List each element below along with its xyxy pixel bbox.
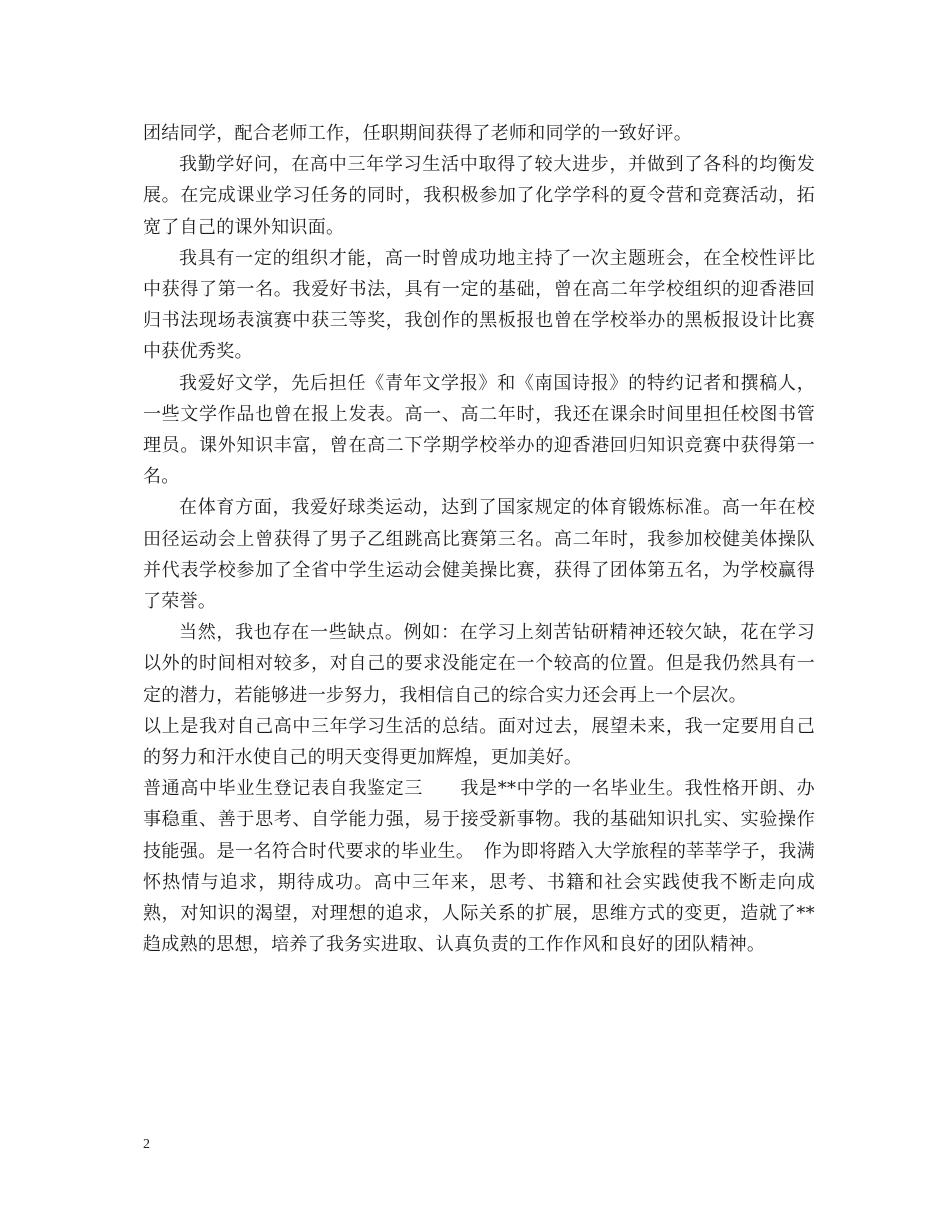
page-number: 2 — [143, 1137, 150, 1152]
paragraph-8: 普通高中毕业生登记表自我鉴定三 我是**中学的一名毕业生。我性格开朗、办事稳重、善于思考、自学能力强，易于接受新事物。我的基础知识扎实、实验操作技能强。是一名符合时代要求的毕业生。 作为即将踏入大学旅程的莘莘学子，我满怀热情与追求，期待成功。高中三年来，思考、书籍和社会实践使我不断走向成熟，对知识的渴望，对理想的追求，人际关系的扩展，思维方式的变更，造就了**趋成熟的思想，培养了我务实进取、认真负责的工作作风和良好的团队精神。 — [143, 778, 815, 956]
paragraph-1: 团结同学，配合老师工作，任职期间获得了老师和同学的一致好评。 — [143, 123, 692, 144]
paragraph-6: 当然，我也存在一些缺点。例如：在学习上刻苦钻研精神还较欠缺，花在学习以外的时间相对较多，对自己的要求没能定在一个较高的位置。但是我仍然具有一定的潜力，若能够进一步努力，我相信自己的综合实力还会再上一个层次。 — [143, 622, 815, 706]
paragraph-2: 我勤学好问，在高中三年学习生活中取得了较大进步，并做到了各科的均衡发展。在完成课业学习任务的同时，我积极参加了化学学科的夏令营和竞赛活动，拓宽了自己的课外知识面。 — [143, 154, 815, 238]
paragraph-5: 在体育方面，我爱好球类运动，达到了国家规定的体育锻炼标准。高一年在校田径运动会上曾获得了男子乙组跳高比赛第三名。高二年时，我参加校健美体操队并代表学校参加了全省中学生运动会健美操比赛，获得了团体第五名，为学校赢得了荣誉。 — [143, 497, 815, 613]
paragraph-3: 我具有一定的组织才能，高一时曾成功地主持了一次主题班会，在全校性评比中获得了第一名。我爱好书法，具有一定的基础，曾在高二年学校组织的迎香港回归书法现场表演赛中获三等奖，我创作的黑板报也曾在学校举办的黑板报设计比赛中获优秀奖。 — [143, 247, 815, 363]
body-text — [143, 118, 815, 960]
paragraph-7: 以上是我对自己高中三年学习生活的总结。面对过去，展望未来，我一定要用自己的努力和汗水使自己的明天变得更加辉煌，更加美好。 — [143, 715, 815, 769]
paragraph-4: 我爱好文学，先后担任《青年文学报》和《南国诗报》的特约记者和撰稿人，一些文学作品也曾在报上发表。高一、高二年时，我还在课余时间里担任校图书管理员。课外知识丰富，曾在高二下学期学校举办的迎香港回归知识竞赛中获得第一名。 — [143, 372, 815, 488]
